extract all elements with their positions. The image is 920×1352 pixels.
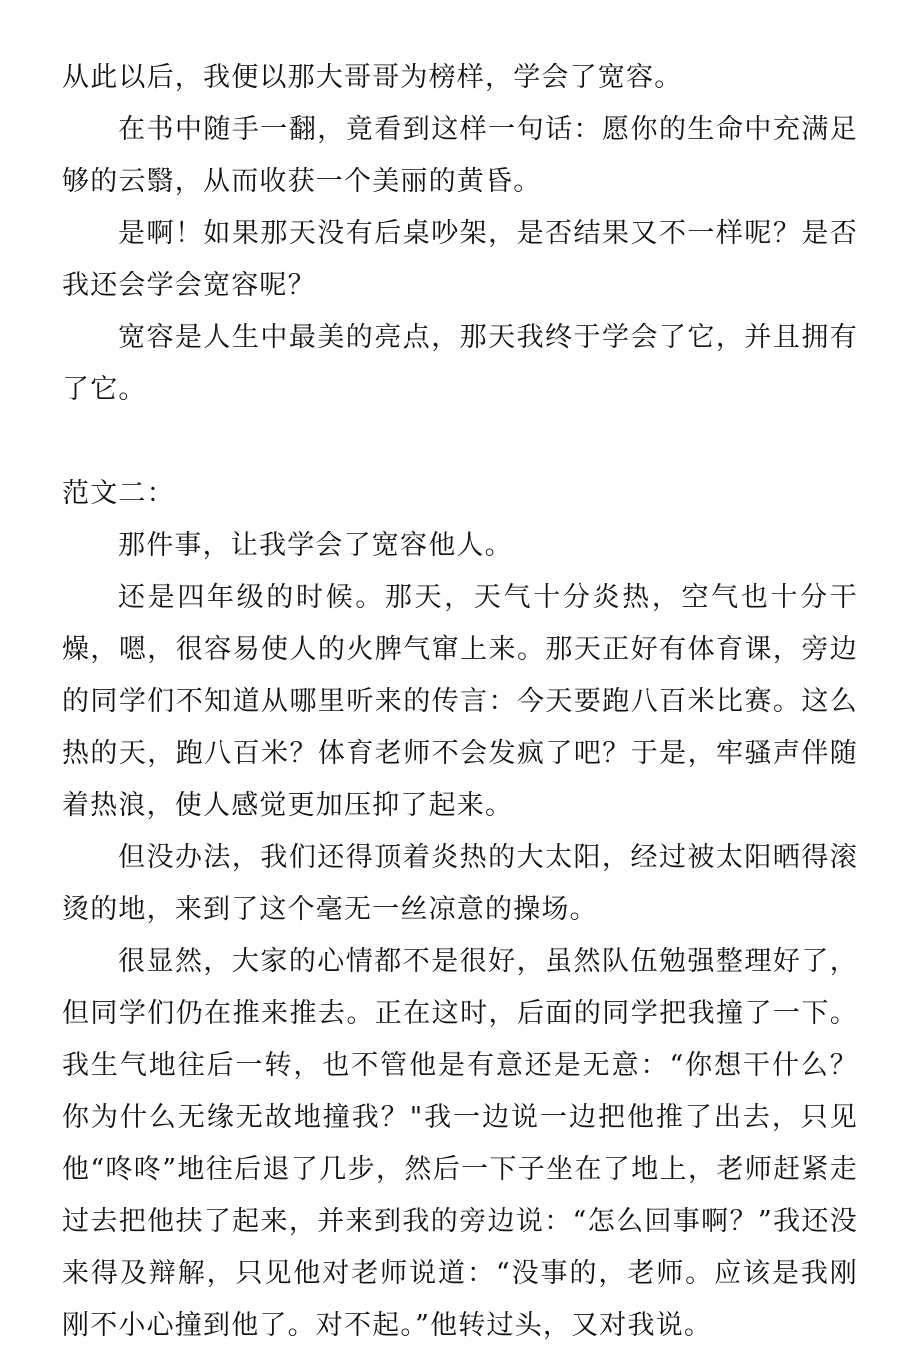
document-body: [62, 52, 858, 1352]
paragraph-conclusion: 宽容是人生中最美的亮点，那天我终于学会了它，并且拥有了它。: [62, 322, 858, 405]
section-heading: 范文二：: [62, 478, 175, 509]
paragraph-reflection: 是啊！如果那天没有后桌吵架，是否结果又不一样呢？是否我还会学会宽容呢？: [62, 218, 858, 301]
paragraph-setting: 还是四年级的时候。那天，天气十分炎热，空气也十分干燥，嗯，很容易使人的火脾气窜上来。那天正好有体育课，旁边的同学们不知道从哪里听来的传言：今天要跑八百米比赛。这么热的天，跑八百米？体育老师不会发疯了吧？于是，牢骚声伴随着热浪，使人感觉更加压抑了起来。: [62, 582, 858, 821]
paragraph-intro: 那件事，让我学会了宽容他人。: [118, 530, 513, 561]
paragraph-playground: 但没办法，我们还得顶着炎热的大太阳，经过被太阳晒得滚烫的地，来到了这个毫无一丝凉意的操场。: [62, 842, 858, 925]
paragraph-continuation: 从此以后，我便以那大哥哥为榜样，学会了宽容。: [62, 62, 683, 93]
section-spacer: [62, 416, 858, 468]
paragraph-incident: 很显然，大家的心情都不是很好，虽然队伍勉强整理好了，但同学们仍在推来推去。正在这时，后面的同学把我撞了一下。我生气地往后一转，也不管他是有意还是无意：“你想干什么？你为什么无缘无故地撞我？"我一边说一边把他推了出去，只见他“咚咚”地往后退了几步，然后一下子坐在了地上，老师赶紧走过去把他扶了起来，并来到我的旁边说：“怎么回事啊？”我还没来得及辩解，只见他对老师说道：“没事的，老师。应该是我刚刚不小心撞到他了。对不起。”他转过头，又对我说。: [62, 946, 858, 1341]
paragraph-quote: 在书中随手一翻，竟看到这样一句话：愿你的生命中充满足够的云翳，从而收获一个美丽的黄昏。: [62, 114, 858, 197]
